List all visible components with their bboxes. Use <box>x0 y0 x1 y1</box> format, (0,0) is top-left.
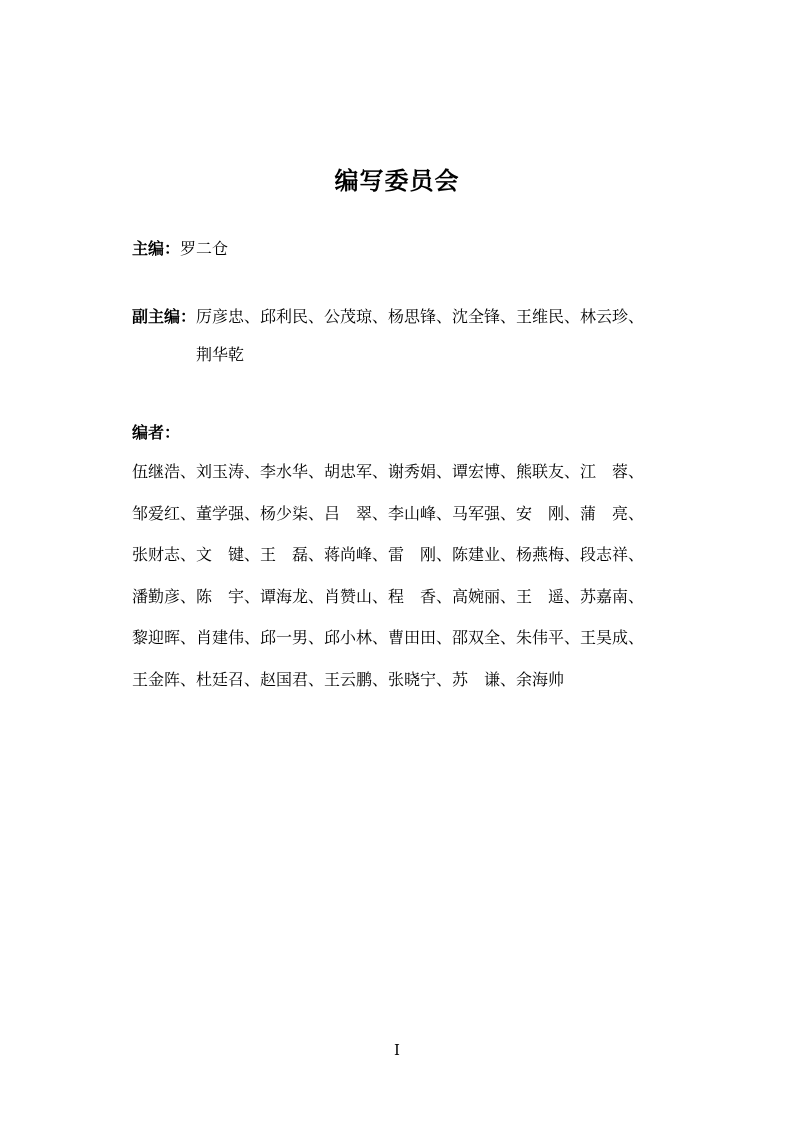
deputy-editors-line-1: 厉彦忠、邱利民、公茂琼、杨思锋、沈全锋、王维民、林云珍、 <box>196 307 645 326</box>
name-separator: 、 <box>244 545 261 565</box>
name-separator: 、 <box>628 586 645 606</box>
editor-name: 马军强 <box>452 503 501 523</box>
editor-row <box>132 501 652 543</box>
editor-name: 陈 宇 <box>196 586 245 606</box>
name-separator: 、 <box>628 462 645 481</box>
editor-name: 王 磊 <box>260 545 309 565</box>
deputy-editors-indent <box>132 342 196 380</box>
editor-row <box>132 584 652 626</box>
editor-name: 邱一男 <box>260 628 309 648</box>
editor-name: 伍继浩 <box>132 462 181 481</box>
editor-name: 王金阵 <box>132 669 181 689</box>
name-separator: 、 <box>372 545 389 565</box>
editor-name: 胡忠军 <box>324 462 373 481</box>
name-separator: 、 <box>180 586 197 606</box>
name-separator: 、 <box>500 503 517 523</box>
name-separator: 、 <box>436 628 453 648</box>
editor-name: 王云鹏 <box>324 669 373 689</box>
editors-label: 编者： <box>132 423 181 442</box>
deputy-editors-row <box>132 304 652 342</box>
name-separator: 、 <box>500 462 517 481</box>
editor-name: 肖赞山 <box>324 586 373 606</box>
name-separator: 、 <box>500 669 517 689</box>
editor-name: 杨燕梅 <box>516 545 565 565</box>
deputy-editors-block <box>132 304 652 380</box>
editor-name: 文 键 <box>196 545 245 565</box>
editor-name: 董学强 <box>196 503 245 523</box>
name-separator: 、 <box>500 586 517 606</box>
editor-name: 王昊成 <box>580 628 629 648</box>
editor-name: 谭海龙 <box>260 586 309 606</box>
editor-name: 雷 刚 <box>388 545 437 565</box>
name-separator: 、 <box>180 545 197 565</box>
editors-list <box>132 459 652 709</box>
editor-name: 张财志 <box>132 545 181 565</box>
name-separator: 、 <box>244 462 261 481</box>
name-separator: 、 <box>436 586 453 606</box>
name-separator: 、 <box>372 628 389 648</box>
editor-name: 陈建业 <box>452 545 501 565</box>
editor-name: 邵双全 <box>452 628 501 648</box>
editor-name: 熊联友 <box>516 462 565 481</box>
editor-name: 谭宏博 <box>452 462 501 481</box>
chief-editor-name: 罗二仓 <box>180 239 229 258</box>
name-separator: 、 <box>436 545 453 565</box>
editor-name: 蒲 亮 <box>580 503 629 523</box>
name-separator: 、 <box>564 545 581 565</box>
editor-row <box>132 542 652 584</box>
editor-name: 黎迎晖 <box>132 628 181 648</box>
name-separator: 、 <box>244 669 261 689</box>
name-separator: 、 <box>244 503 261 523</box>
name-separator: 、 <box>436 462 453 481</box>
name-separator: 、 <box>372 586 389 606</box>
editor-name: 李水华 <box>260 462 309 481</box>
name-separator: 、 <box>372 669 389 689</box>
editor-name: 李山峰 <box>388 503 437 523</box>
name-separator: 、 <box>628 628 645 648</box>
name-separator: 、 <box>372 462 389 481</box>
page-number: I <box>394 1041 400 1059</box>
name-separator: 、 <box>500 545 517 565</box>
editor-row <box>132 625 652 667</box>
name-separator: 、 <box>180 503 197 523</box>
name-separator: 、 <box>500 628 517 648</box>
editor-name: 安 刚 <box>516 503 565 523</box>
name-separator: 、 <box>628 545 645 565</box>
editor-name: 邹爱红 <box>132 503 181 523</box>
editor-name: 苏嘉南 <box>580 586 629 606</box>
name-separator: 、 <box>180 462 197 481</box>
editor-name: 吕 翠 <box>324 503 373 523</box>
editor-name: 江 蓉 <box>580 462 629 481</box>
name-separator: 、 <box>308 503 325 523</box>
editor-name: 苏 谦 <box>452 669 501 689</box>
deputy-editors-row <box>132 342 652 380</box>
editor-name: 刘玉涛 <box>196 462 245 481</box>
editor-name: 王 遥 <box>516 586 565 606</box>
name-separator: 、 <box>308 628 325 648</box>
name-separator: 、 <box>308 586 325 606</box>
editor-name: 杜廷召 <box>196 669 245 689</box>
name-separator: 、 <box>308 545 325 565</box>
editor-name: 赵国君 <box>260 669 309 689</box>
editor-row <box>132 667 652 709</box>
name-separator: 、 <box>180 628 197 648</box>
editor-name: 潘勤彦 <box>132 586 181 606</box>
name-separator: 、 <box>436 503 453 523</box>
name-separator: 、 <box>244 586 261 606</box>
editor-name: 蒋尚峰 <box>324 545 373 565</box>
editor-name: 高婉丽 <box>452 586 501 606</box>
name-separator: 、 <box>244 628 261 648</box>
editor-name: 张晓宁 <box>388 669 437 689</box>
editor-name: 曹田田 <box>388 628 437 648</box>
name-separator: 、 <box>308 462 325 481</box>
name-separator: 、 <box>628 503 645 523</box>
name-separator: 、 <box>564 503 581 523</box>
page-title: 编写委员会 <box>334 166 460 195</box>
editor-name: 段志祥 <box>580 545 629 565</box>
name-separator: 、 <box>564 462 581 481</box>
name-separator: 、 <box>308 669 325 689</box>
deputy-editors-line-2: 荆华乾 <box>196 345 245 364</box>
editor-name: 朱伟平 <box>516 628 565 648</box>
editor-name: 谢秀娟 <box>388 462 437 481</box>
name-separator: 、 <box>564 586 581 606</box>
chief-editor-label: 主编： <box>132 239 181 258</box>
name-separator: 、 <box>180 669 197 689</box>
editor-name: 程 香 <box>388 586 437 606</box>
editor-name: 杨少柒 <box>260 503 309 523</box>
editor-name: 余海帅 <box>516 669 565 689</box>
editor-row <box>132 459 652 501</box>
name-separator: 、 <box>564 628 581 648</box>
editor-name: 肖建伟 <box>196 628 245 648</box>
name-separator: 、 <box>372 503 389 523</box>
name-separator: 、 <box>436 669 453 689</box>
deputy-editors-label: 副主编： <box>132 307 197 326</box>
chief-editor-line <box>132 236 228 262</box>
editor-name: 邱小林 <box>324 628 373 648</box>
